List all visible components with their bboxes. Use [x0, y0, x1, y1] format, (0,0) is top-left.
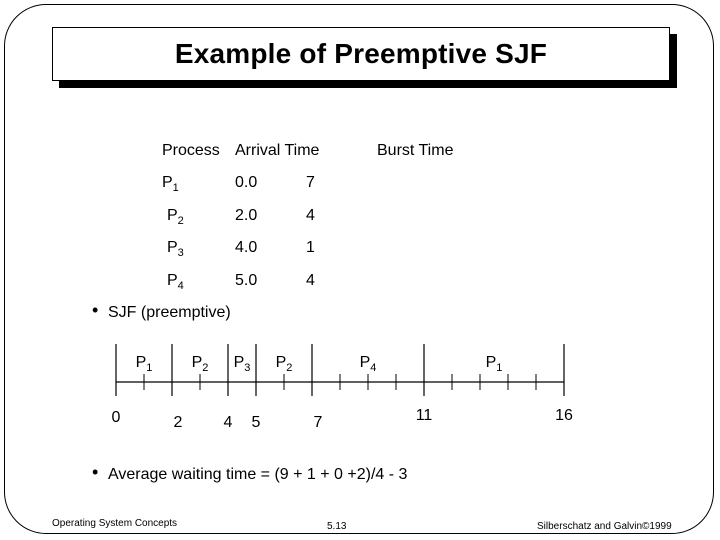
- row-1-arrival: 0.0: [235, 174, 258, 191]
- footer-left: Operating System Concepts: [52, 518, 178, 529]
- row-2-burst: 4: [306, 207, 315, 224]
- row-2-process: $P_2$: [167, 207, 184, 227]
- gantt-time-label: 4: [223, 414, 233, 431]
- row-1-process: $P_1$: [162, 174, 179, 194]
- gantt-time-label: 5: [251, 414, 261, 431]
- gantt-segment-label: $P_1$: [485, 354, 503, 374]
- row-3-burst: 1: [306, 239, 315, 256]
- row-1-burst: 7: [306, 174, 315, 191]
- row-4-burst: 4: [306, 272, 315, 289]
- bullet-dot-1: •: [92, 300, 99, 320]
- bullet-average-waiting-time: Average waiting time = (9 + 1 + 0 +2)/4 - 3: [108, 466, 408, 483]
- header-burst-time: Burst Time: [377, 142, 454, 159]
- gantt-segment-label: $P_1$: [135, 354, 153, 374]
- row-3-process: $P_3$: [167, 239, 184, 259]
- gantt-time-label: 7: [313, 414, 323, 431]
- row-4-process: $P_4$: [167, 272, 184, 292]
- row-4-arrival: 5.0: [235, 272, 258, 289]
- header-process: Process: [162, 142, 220, 159]
- gantt-time-label: 0: [111, 409, 121, 426]
- slide-title: Example of Preemptive SJF: [174, 38, 548, 69]
- bullet-dot-2: •: [92, 462, 99, 482]
- gantt-time-label: 2: [173, 414, 183, 431]
- gantt-time-label: 11: [415, 407, 433, 424]
- row-2-arrival: 2.0: [235, 207, 258, 224]
- gantt-segment-label: $P_2$: [275, 354, 293, 374]
- gantt-segment-label: $P_4$: [359, 354, 377, 374]
- row-3-arrival: 4.0: [235, 239, 258, 256]
- footer-center: 5.13: [327, 521, 347, 532]
- gantt-segment-label: $P_2$: [191, 354, 209, 374]
- gantt-segment-label: $P_3$: [233, 354, 251, 374]
- bullet-sjf-preemptive: SJF (preemptive): [108, 304, 231, 321]
- header-arrival-time: Arrival Time: [235, 142, 320, 159]
- footer-right: Silberschatz and Galvin©1999: [537, 521, 672, 532]
- gantt-time-label: 16: [555, 407, 573, 424]
